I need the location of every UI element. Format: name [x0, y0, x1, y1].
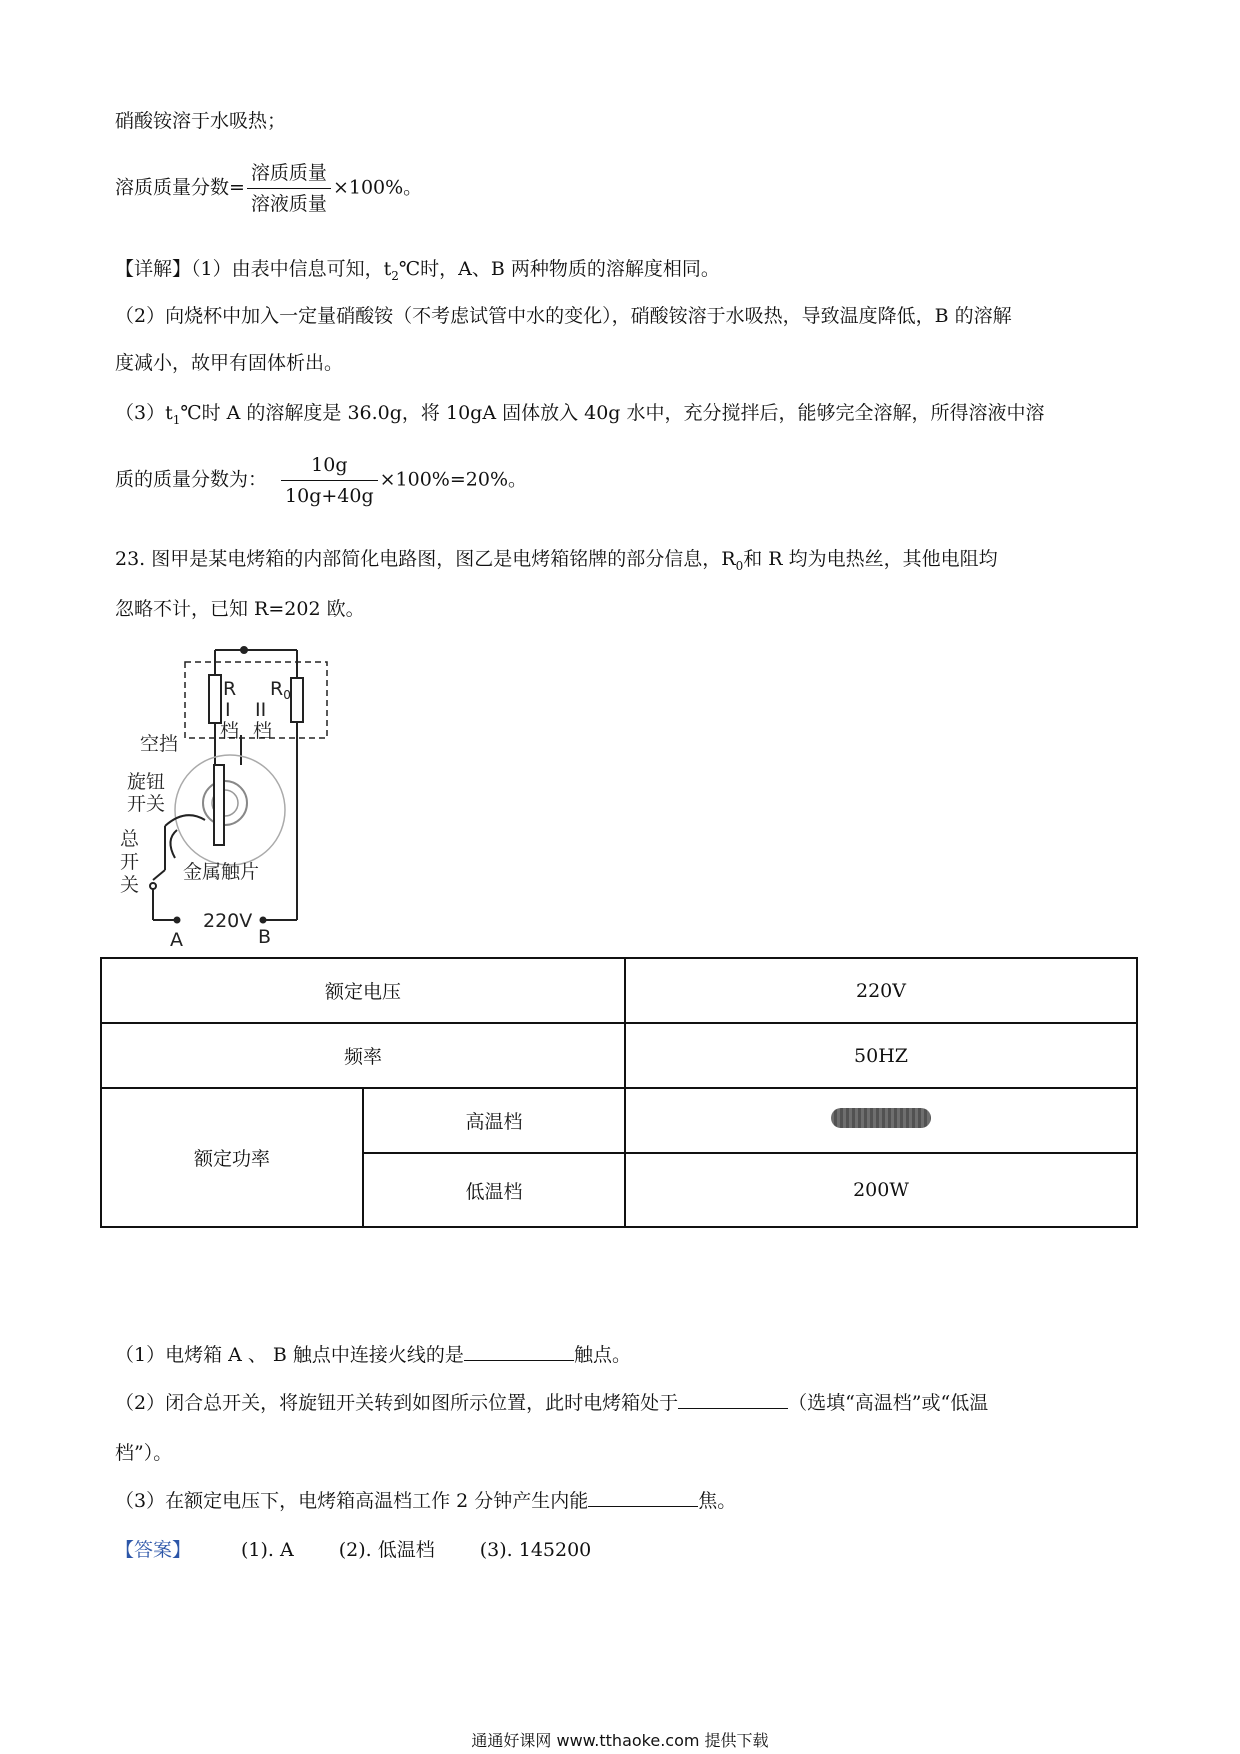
circuit-main-2: 开: [120, 851, 140, 873]
question-23-line-b: 忽略不计，已知 R=202 欧。: [115, 598, 365, 620]
circuit-node-a: A: [170, 929, 183, 950]
circuit-r0-label: [270, 678, 291, 702]
detail-line-3a: [115, 400, 1045, 433]
detail-1-b: ℃时，A、B 两种物质的溶解度相同。: [398, 258, 720, 280]
detail-3-suffix: ×100%=20%。: [379, 468, 528, 491]
circuit-voltage: 220V: [203, 910, 253, 932]
detail-3-fraction: [281, 452, 378, 509]
circuit-gear1-roman: I: [225, 699, 231, 721]
mass-fraction-formula: [115, 160, 422, 217]
question-2: [115, 1390, 988, 1416]
question-3: [115, 1488, 736, 1514]
detail-line-2b: 度减小，故甲有固体析出。: [115, 352, 344, 374]
spec-table: [100, 957, 1138, 1228]
formula-fraction: [247, 160, 331, 217]
q23-sub: 0: [735, 558, 744, 573]
circuit-node-b: B: [258, 926, 272, 948]
q2-blank: [678, 1390, 788, 1409]
formula-prefix: 溶质质量分数=: [115, 176, 245, 199]
question-1: [115, 1342, 631, 1368]
circuit-knob-1: 旋钮: [127, 771, 166, 793]
circuit-empty-gear: 空挡: [140, 733, 179, 755]
detail-3-numerator: 10g: [281, 452, 378, 481]
answer-3: (3). 145200: [479, 1539, 592, 1561]
answer-2: (2). 低温档: [338, 1539, 435, 1561]
detail-3-prefix: 质的质量分数为：: [115, 468, 268, 491]
detail-line-3b: [115, 452, 527, 509]
answer-line: [115, 1537, 591, 1563]
circuit-r0-sub: 0: [283, 688, 291, 702]
q2-text-a: （2）闭合总开关，将旋钮开关转到如图所示位置，此时电烤箱处于: [115, 1392, 679, 1414]
rated-power-label: 额定功率: [101, 1088, 363, 1227]
detail-1-sub: 2: [391, 268, 399, 283]
page-footer: 通通好课网 www.tthaoke.com 提供下载: [471, 1731, 769, 1750]
detail-3-sub: 1: [172, 412, 181, 427]
q1-text-b: 触点。: [573, 1344, 631, 1366]
circuit-r0-main: R: [270, 678, 284, 700]
answer-1: (1). A: [241, 1539, 294, 1561]
high-gear-label: 高温档: [363, 1088, 625, 1153]
table-row: [101, 1023, 1137, 1088]
rated-voltage-value: 220V: [625, 958, 1137, 1023]
rated-voltage-label: 额定电压: [101, 958, 625, 1023]
circuit-main-3: 关: [120, 874, 140, 896]
q3-text-a: （3）在额定电压下，电烤箱高温档工作 2 分钟产生内能: [115, 1490, 589, 1512]
question-2-cont: 档”）。: [115, 1442, 173, 1464]
q1-text-a: （1）电烤箱 A 、 B 触点中连接火线的是: [115, 1344, 464, 1366]
q23-a1: 23. 图甲是某电烤箱的内部简化电路图，图乙是电烤箱铭牌的部分信息，R: [115, 548, 736, 570]
low-gear-value: 200W: [625, 1153, 1137, 1227]
q3-blank: [588, 1488, 698, 1507]
redacted-smudge: [831, 1108, 931, 1128]
text-line-1: 硝酸铵溶于水吸热；: [115, 110, 287, 132]
detail-line-1: [115, 256, 720, 289]
circuit-gear2-roman: II: [255, 699, 267, 721]
question-23-line-a: [115, 546, 998, 579]
answer-tag: 【答案】: [115, 1539, 192, 1561]
circuit-main-1: 总: [120, 828, 140, 850]
detail-3-a1: （3）t: [115, 402, 173, 424]
circuit-gear2-word: 档: [253, 720, 273, 742]
q2-text-b: （选填“高温档”或“低温: [788, 1392, 989, 1414]
formula-numerator: 溶质质量: [247, 160, 331, 189]
circuit-gear1-word: 档: [220, 720, 240, 742]
detail-line-2a: （2）向烧杯中加入一定量硝酸铵（不考虑试管中水的变化），硝酸铵溶于水吸热，导致温度降低，B 的溶解: [115, 305, 1012, 327]
formula-denominator: 溶液质量: [250, 193, 327, 215]
detail-3-a2: ℃时 A 的溶解度是 36.0g，将 10gA 固体放入 40g 水中，充分搅拌后，能够完全溶解，所得溶液中溶: [180, 402, 1045, 424]
table-row: [101, 1088, 1137, 1153]
q23-a2: 和 R 均为电热丝，其他电阻均: [743, 548, 998, 570]
q3-text-b: 焦。: [698, 1490, 737, 1512]
formula-suffix: ×100%。: [332, 176, 423, 199]
detail-tag: 【详解】: [115, 258, 192, 280]
high-gear-value: [625, 1088, 1137, 1153]
detail-3-denominator: 10g+40g: [285, 485, 374, 507]
circuit-diagram: [115, 640, 345, 950]
q1-blank: [464, 1342, 574, 1361]
circuit-knob-2: 开关: [127, 793, 166, 815]
low-gear-label: 低温档: [363, 1153, 625, 1227]
frequency-label: 频率: [101, 1023, 625, 1088]
detail-1-a: （1）由表中信息可知，t: [191, 258, 392, 280]
table-row: [101, 958, 1137, 1023]
circuit-contact-label: 金属触片: [183, 861, 260, 883]
circuit-r-label: R: [223, 678, 237, 700]
frequency-value: 50HZ: [625, 1023, 1137, 1088]
